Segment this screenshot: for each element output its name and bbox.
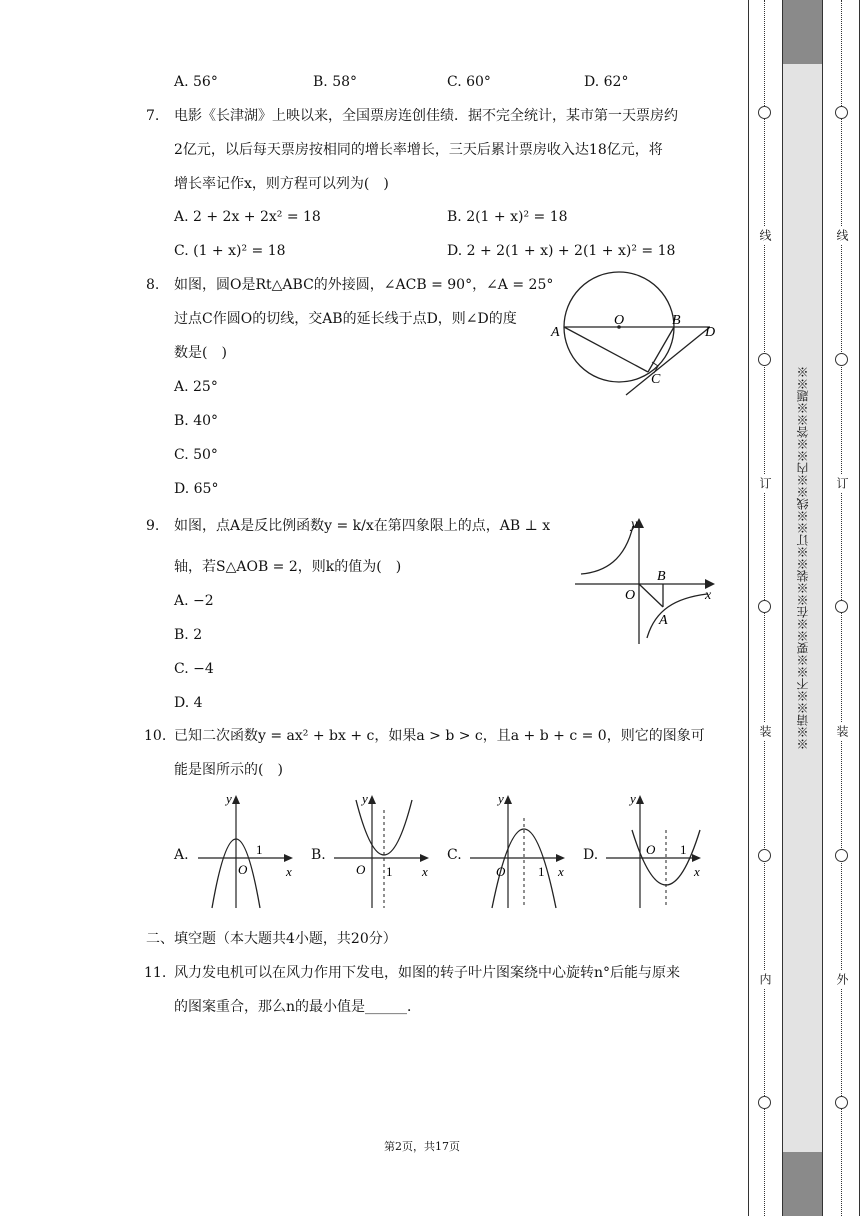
q10-letter-d: D.: [583, 847, 599, 863]
q9-option-d: D. 4: [174, 695, 203, 711]
binding-inner-char: 线: [757, 226, 774, 245]
binding-circle: [835, 1096, 848, 1109]
q8-circle-figure: [548, 270, 723, 395]
q10-line1: 已知二次函数y = ax² + bx + c，如果a > b > c，且a + b + c = 0，则它的图象可: [174, 728, 705, 744]
binding-circle: [835, 600, 848, 613]
q8-label-o: O: [614, 313, 625, 328]
binding-circle: [758, 849, 771, 862]
q9-option-c: C. −4: [174, 661, 214, 677]
q10-letter-b: B.: [311, 847, 326, 863]
svg-text:1: 1: [538, 864, 545, 879]
binding-circle: [758, 600, 771, 613]
q11-line1: 风力发电机可以在风力作用下发电，如图的转子叶片图案绕中心旋转n°后能与原来: [174, 965, 681, 981]
q8-option-d: D. 65°: [174, 481, 219, 497]
q8-option-a: A. 25°: [174, 379, 218, 395]
q8-line1: 如图，圆O是Rt△ABC的外接圆，∠ACB = 90°，∠A = 25°: [174, 277, 554, 293]
section2-title: 二、填空题（本大题共4小题，共20分）: [146, 931, 397, 947]
q9-number: 9.: [146, 518, 160, 534]
binding-circle: [835, 106, 848, 119]
svg-text:y: y: [226, 791, 232, 806]
q8-option-b: B. 40°: [174, 413, 219, 429]
q9-line1: 如图，点A是反比例函数y = k/x在第四象限上的点，AB ⊥ x: [174, 518, 551, 534]
q11-number: 11.: [144, 965, 167, 981]
q9-label-o: O: [625, 588, 636, 603]
q8-label-b: B: [672, 313, 681, 328]
svg-text:y: y: [498, 791, 504, 806]
q9-option-a: A. −2: [174, 593, 214, 609]
binding-notice: ※※请※※不※※要※※在※※装※※订※※线※※内※※答※※题※※: [796, 366, 810, 750]
page-footer: 第2页，共17页: [384, 1140, 460, 1153]
svg-text:x: x: [422, 864, 428, 879]
q8-label-a: A: [551, 325, 560, 340]
svg-text:O: O: [238, 862, 248, 877]
binding-circle: [835, 353, 848, 366]
q6-option-a: A. 56°: [174, 74, 218, 90]
q11-line2: 的图案重合，那么n的最小值是______．: [174, 999, 422, 1015]
svg-text:y: y: [630, 791, 636, 806]
q10-graph-b: [334, 790, 434, 910]
binding-circle: [758, 353, 771, 366]
binding-outer-char: 装: [834, 722, 851, 741]
q10-letter-c: C.: [447, 847, 462, 863]
q10-graph-d: [606, 790, 706, 910]
q9-line2: 轴，若S△AOB = 2，则k的值为( ): [174, 559, 402, 575]
svg-text:O: O: [646, 842, 656, 857]
q10-letter-a: A.: [174, 847, 189, 863]
binding-outer-char: 线: [834, 226, 851, 245]
q9-option-b: B. 2: [174, 627, 203, 643]
binding-circle: [758, 106, 771, 119]
q10-number: 10.: [144, 728, 167, 744]
svg-text:O: O: [496, 864, 506, 879]
q8-number: 8.: [146, 277, 160, 293]
q7-option-a: A. 2 + 2x + 2x² = 18: [174, 209, 321, 225]
svg-text:x: x: [694, 864, 700, 879]
binding-outer-char: 订: [834, 474, 851, 493]
q9-label-b: B: [657, 569, 666, 584]
q10-graph-a: [198, 790, 298, 910]
q7-option-b: B. 2(1 + x)² = 18: [447, 209, 568, 225]
svg-text:y: y: [362, 791, 368, 806]
binding-outer-char: 外: [834, 970, 851, 989]
binding-circle: [758, 1096, 771, 1109]
q9-hyperbola-figure: [575, 510, 720, 650]
q8-option-c: C. 50°: [174, 447, 218, 463]
binding-margin: [740, 0, 860, 1216]
q6-option-c: C. 60°: [447, 74, 491, 90]
svg-text:1: 1: [256, 842, 263, 857]
q8-label-d: D: [705, 325, 716, 340]
binding-circle: [835, 849, 848, 862]
q7-number: 7.: [146, 108, 160, 124]
svg-text:1: 1: [680, 842, 687, 857]
q9-label-a: A: [659, 613, 668, 628]
q7-line3: 增长率记作x，则方程可以列为( ): [174, 176, 389, 192]
binding-inner-char: 装: [757, 722, 774, 741]
q10-line2: 能是图所示的( ): [174, 762, 283, 778]
q6-option-b: B. 58°: [313, 74, 358, 90]
q6-option-d: D. 62°: [584, 74, 629, 90]
q9-label-y: y: [631, 517, 638, 532]
q9-label-x: x: [705, 588, 712, 603]
q7-option-c: C. (1 + x)² = 18: [174, 243, 286, 259]
q10-graph-c: [470, 790, 570, 910]
q8-line3: 数是( ): [174, 345, 227, 361]
binding-inner-char: 订: [757, 474, 774, 493]
q7-line1: 电影《长津湖》上映以来，全国票房连创佳绩．据不完全统计，某市第一天票房约: [174, 108, 678, 124]
q8-label-c: C: [651, 372, 661, 387]
q7-option-d: D. 2 + 2(1 + x) + 2(1 + x)² = 18: [447, 243, 676, 259]
q7-line2: 2亿元，以后每天票房按相同的增长率增长，三天后累计票房收入达18亿元，将: [174, 142, 663, 158]
svg-text:1: 1: [386, 864, 393, 879]
svg-text:x: x: [558, 864, 564, 879]
svg-text:O: O: [356, 862, 366, 877]
q8-line2: 过点C作圆O的切线，交AB的延长线于点D，则∠D的度: [174, 311, 517, 327]
binding-inner-char: 内: [757, 970, 774, 989]
svg-text:x: x: [286, 864, 292, 879]
